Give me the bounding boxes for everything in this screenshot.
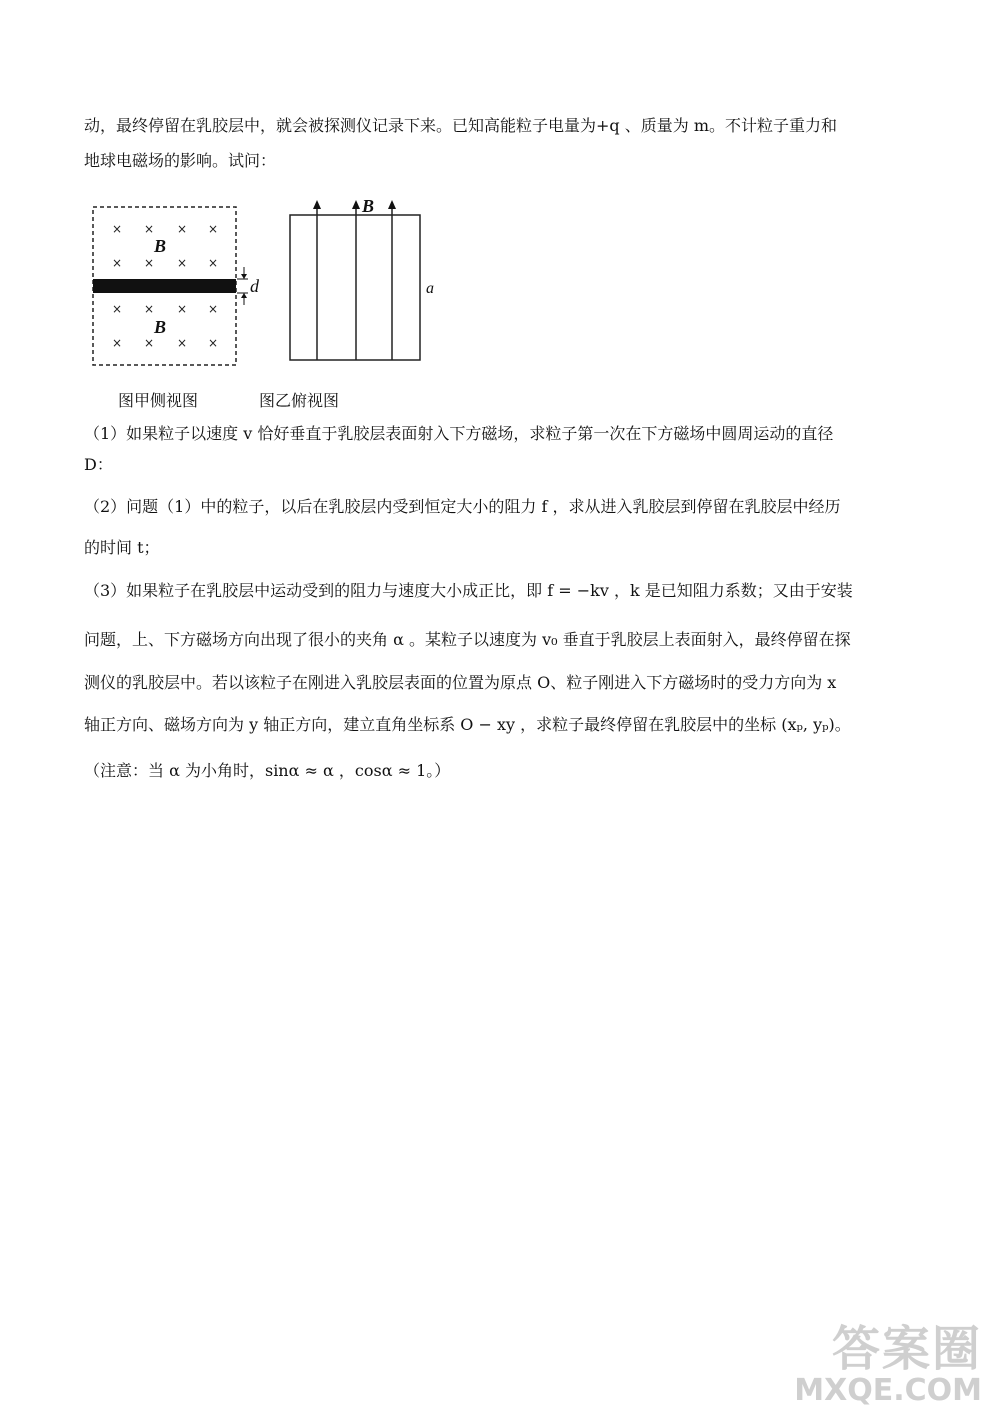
question-3-line4: 轴正方向、磁场方向为 y 轴正方向，建立直角坐标系 O − xy ，求粒子最终停留在乳胶层中的坐标 (xₚ, yₚ)。 (84, 715, 851, 734)
cross-mark: × (112, 256, 123, 270)
cross-mark: × (177, 336, 188, 350)
cross-mark: × (208, 302, 219, 316)
question-3-line3: 测仪的乳胶层中。若以该粒子在刚进入乳胶层表面的位置为原点 O、粒子刚进入下方磁场时的受力方向为 x (84, 673, 837, 692)
caption-side-view: 图甲侧视图 (118, 391, 199, 410)
cross-mark: × (177, 256, 188, 270)
caption-top-view: 图乙俯视图 (259, 391, 340, 410)
label-a: a (426, 280, 434, 297)
question-1-line1: （1）如果粒子以速度 v 恰好垂直于乳胶层表面射入下方磁场，求粒子第一次在下方磁场中圆周运动的直径 (84, 424, 834, 443)
cross-mark: × (112, 222, 123, 236)
figure-top-view (280, 190, 450, 370)
cross-mark: × (112, 302, 123, 316)
field-arrowhead (313, 200, 321, 209)
para-intro-line2: 地球电磁场的影响。试问： (84, 151, 277, 170)
para-intro-line1: 动，最终停留在乳胶层中，就会被探测仪记录下来。已知高能粒子电量为+q 、质量为 m。不计粒子重力和 (84, 116, 837, 135)
question-3-line2: 问题，上、下方磁场方向出现了很小的夹角 α 。某粒子以速度为 v₀ 垂直于乳胶层上表面射入，最终停留在探 (84, 630, 851, 649)
cross-mark: × (144, 256, 155, 270)
question-2-line1: （2）问题（1）中的粒子，以后在乳胶层内受到恒定大小的阻力 f ，求从进入乳胶层到停留在乳胶层中经历 (84, 497, 841, 516)
cross-mark: × (208, 222, 219, 236)
cross-mark: × (208, 336, 219, 350)
field-arrowhead (352, 200, 360, 209)
emulsion-layer (93, 279, 236, 293)
label-B-top: B (362, 196, 375, 216)
cross-mark: × (112, 336, 123, 350)
watermark (794, 1310, 982, 1408)
watermark-text: 答案圈 (831, 1321, 982, 1377)
note-line: （注意：当 α 为小角时，sinα ≈ α ，cosα ≈ 1。） (84, 761, 451, 780)
cross-mark: × (208, 256, 219, 270)
question-1-line2: D： (84, 455, 113, 474)
d-arrowhead-bottom (241, 293, 247, 298)
cross-mark: × (177, 302, 188, 316)
figure-side-view (84, 195, 274, 375)
question-3-line1: （3）如果粒子在乳胶层中运动受到的阻力与速度大小成正比，即 f = −kv ，k 是已知阻力系数；又由于安装 (84, 581, 853, 600)
cross-mark: × (144, 336, 155, 350)
question-2-line2: 的时间 t； (84, 538, 160, 557)
cross-mark: × (177, 222, 188, 236)
label-B-upper: B (154, 236, 167, 256)
field-arrowhead (388, 200, 396, 209)
watermark-url: MXQE.COM (794, 1373, 982, 1408)
label-B-lower: B (154, 317, 167, 337)
top-view-border (290, 215, 420, 360)
cross-mark: × (144, 222, 155, 236)
cross-mark: × (144, 302, 155, 316)
label-d: d (250, 276, 259, 296)
d-arrowhead-top (241, 274, 247, 279)
